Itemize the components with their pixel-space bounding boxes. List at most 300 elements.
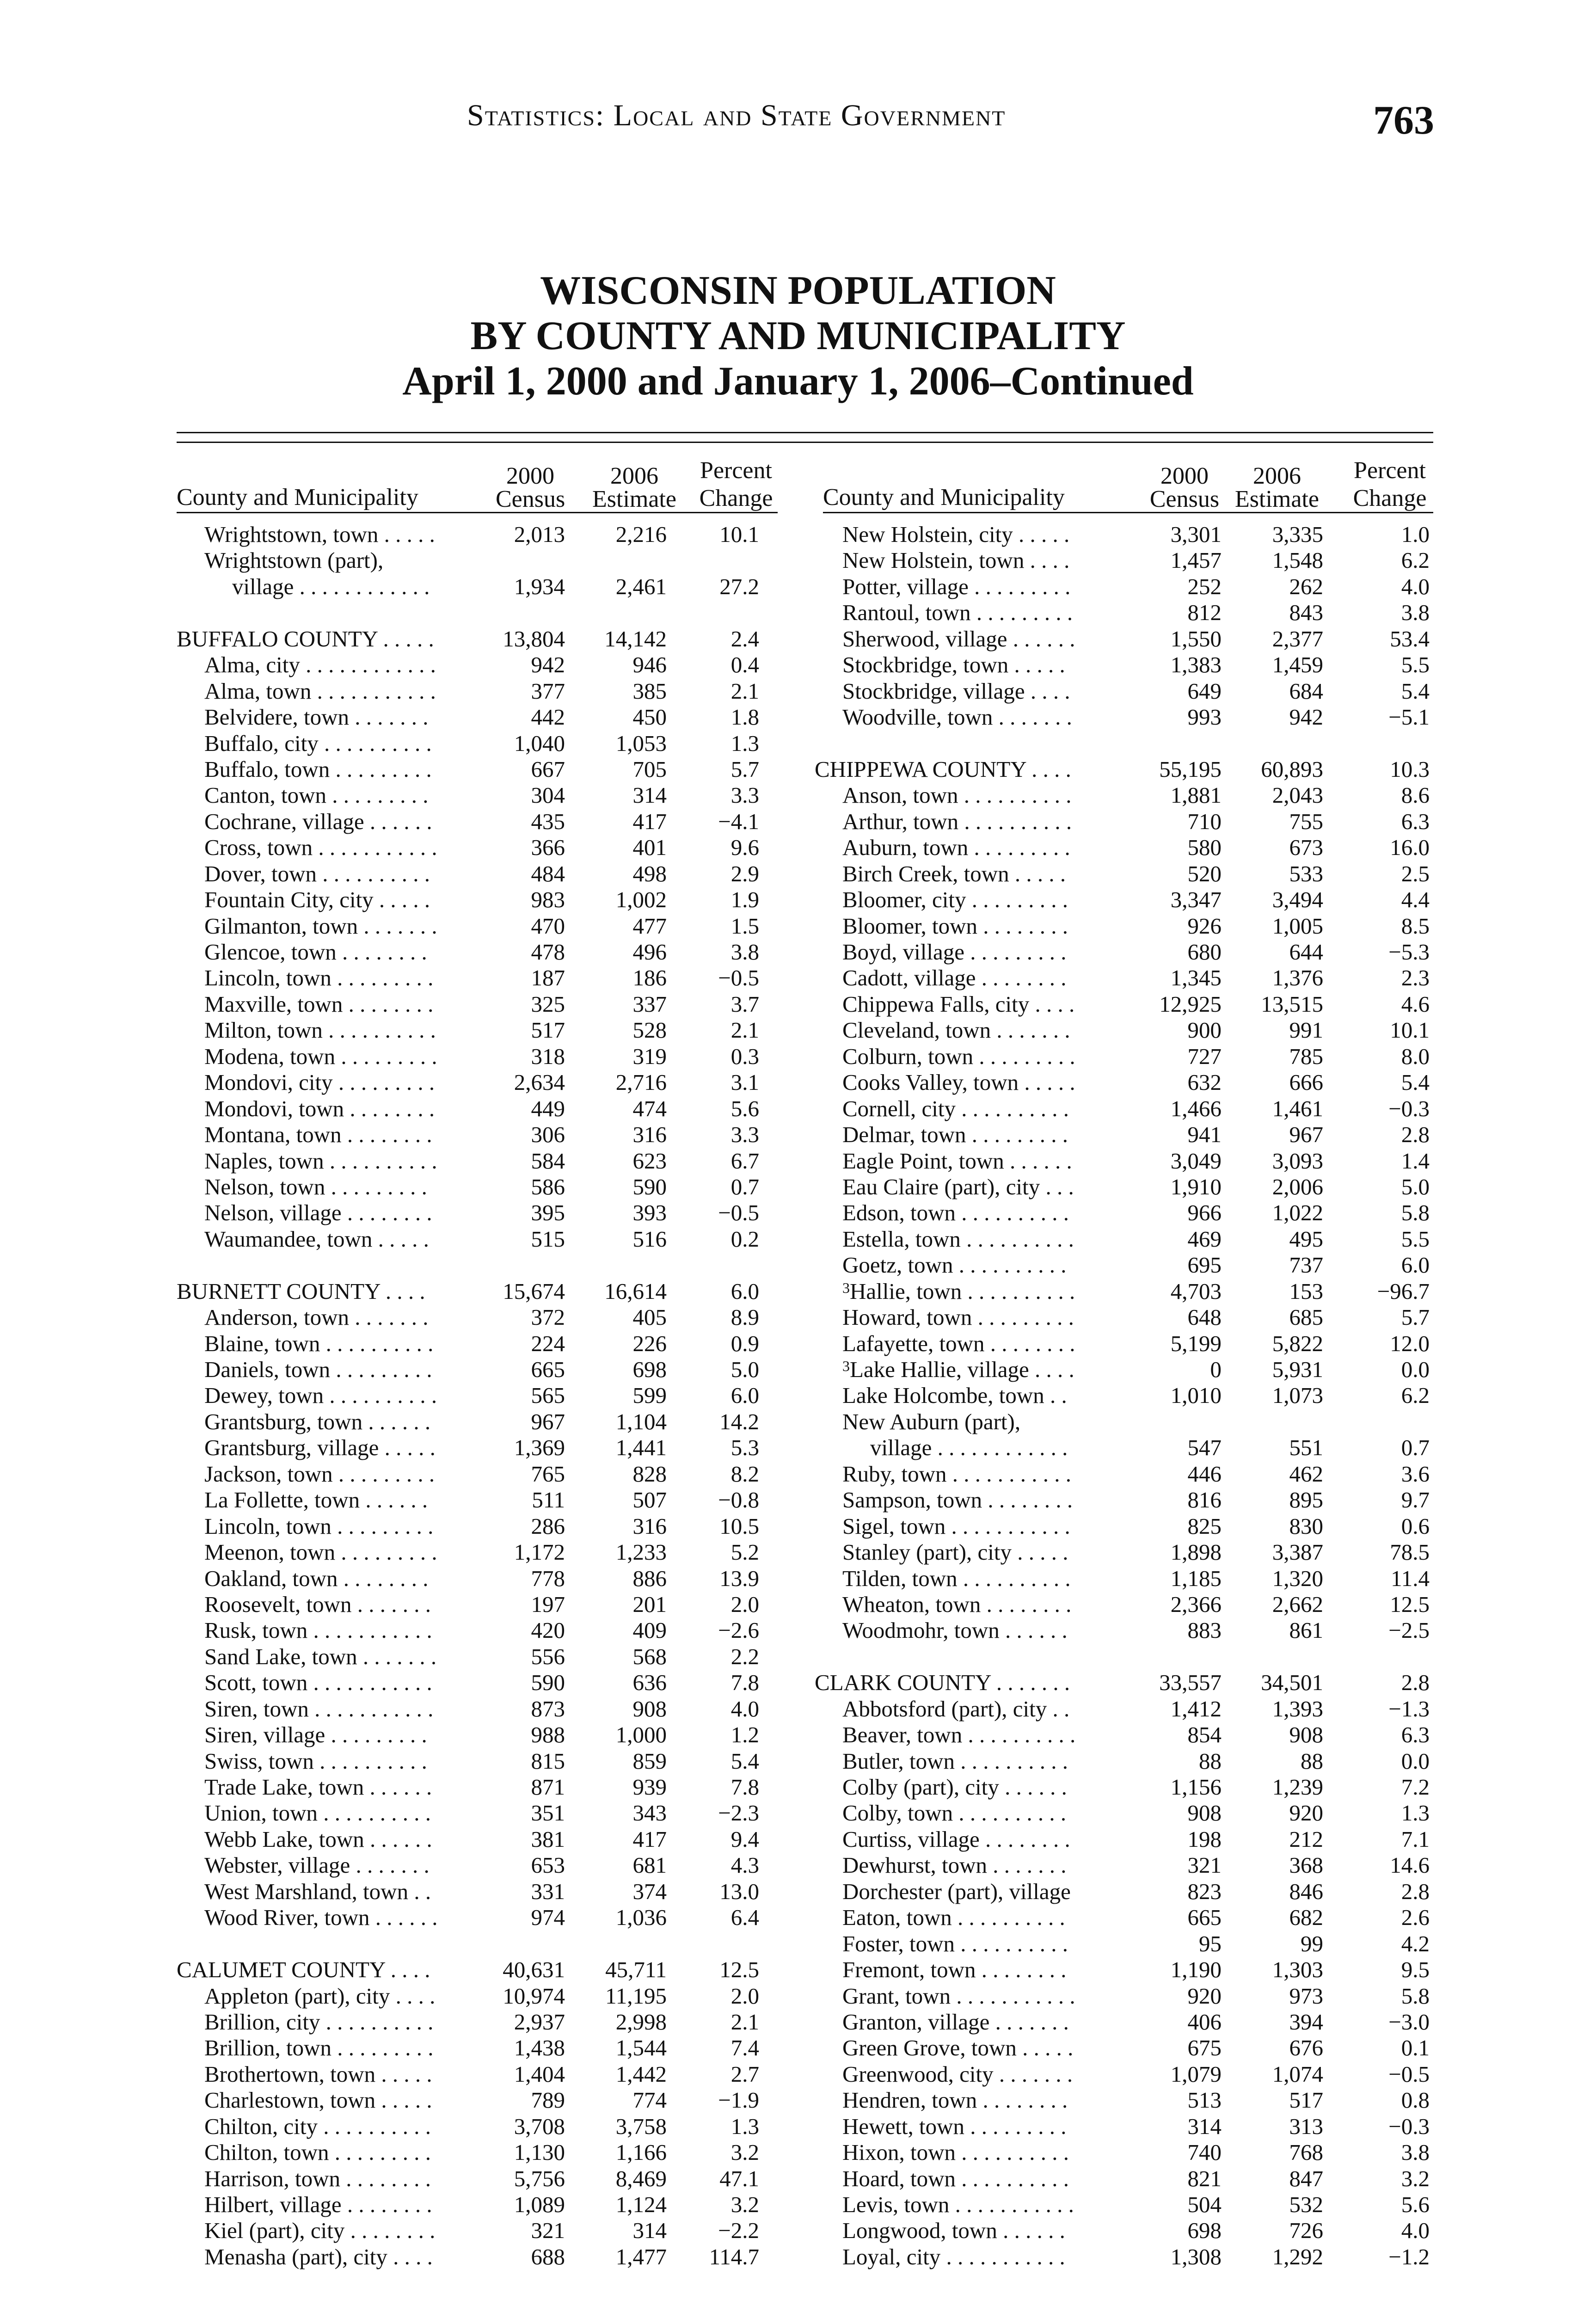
percent-change: 14.6 <box>1390 1852 1430 1878</box>
percent-change: −2.5 <box>1388 1617 1430 1643</box>
table-row <box>177 1435 778 1461</box>
percent-change: 6.0 <box>730 1383 759 1408</box>
row-name <box>815 1983 1138 2009</box>
estimate-2006: 1,036 <box>615 1905 667 1931</box>
row-name-text: Hallie, town . . . . . . . . . . <box>850 1278 1075 1304</box>
estimate-2006: 34,501 <box>1261 1670 1323 1696</box>
census-2000: 812 <box>1187 600 1222 626</box>
row-name <box>177 1409 491 1435</box>
row-name-text: Mondovi, town . . . . . . . . <box>204 1095 435 1121</box>
percent-change: 8.5 <box>1401 913 1430 939</box>
percent-change: 3.2 <box>1401 2165 1430 2191</box>
percent-change: 5.6 <box>730 1095 759 1121</box>
row-name-text: Wrightstown, town . . . . . <box>204 522 435 547</box>
census-2000: 517 <box>531 1017 565 1043</box>
percent-change: 3.3 <box>730 782 759 808</box>
census-2000: 198 <box>1187 1826 1222 1852</box>
row-name <box>177 1096 491 1122</box>
row-name <box>815 1096 1138 1122</box>
estimate-2006: 14,142 <box>604 626 667 652</box>
table-row <box>177 704 778 730</box>
row-name-text: Eaton, town . . . . . . . . . . <box>842 1905 1065 1931</box>
row-name-text: Wrightstown (part), <box>204 547 384 573</box>
table-row <box>177 547 778 573</box>
table-row <box>177 1983 778 2009</box>
row-name <box>815 1304 1138 1330</box>
estimate-2006: 847 <box>1289 2165 1323 2191</box>
row-name-text: Kiel (part), city . . . . . . . . <box>204 2218 436 2244</box>
row-name-text: Hendren, town . . . . . . . . <box>842 2087 1068 2113</box>
census-2000: 688 <box>531 2244 565 2269</box>
row-name-text: Siren, village . . . . . . . . . <box>204 1722 427 1748</box>
row-name-text: Longwood, town . . . . . . <box>842 2218 1065 2244</box>
table-row <box>177 2192 778 2218</box>
percent-change: 0.3 <box>730 1043 759 1069</box>
census-2000: 740 <box>1187 2140 1222 2165</box>
estimate-2006: 153 <box>1289 1278 1323 1304</box>
row-name-text: Colburn, town . . . . . . . . . <box>842 1043 1075 1069</box>
census-2000: 1,934 <box>514 573 565 599</box>
census-2000: 1,089 <box>514 2192 565 2217</box>
census-2000: 586 <box>531 1174 565 1199</box>
census-2000: 1,010 <box>1170 1383 1222 1408</box>
row-name <box>815 1122 1138 1148</box>
estimate-2006: 1,022 <box>1272 1200 1323 1226</box>
table-row <box>177 1279 778 1304</box>
estimate-2006: 590 <box>632 1174 667 1199</box>
census-2000: 942 <box>531 652 565 678</box>
row-name-text: Estella, town . . . . . . . . . . <box>842 1226 1074 1252</box>
estimate-2006: 13,515 <box>1261 991 1323 1017</box>
table-row <box>177 1774 778 1800</box>
table-row <box>815 1070 1433 1095</box>
census-2000: 727 <box>1187 1043 1222 1069</box>
row-name-text: Eagle Point, town . . . . . . <box>842 1148 1072 1174</box>
row-name-text: Brillion, town . . . . . . . . . <box>204 2035 434 2061</box>
row-name <box>815 1487 1138 1513</box>
row-name <box>815 574 1138 600</box>
row-name <box>815 756 1111 782</box>
percent-change: 16.0 <box>1390 835 1430 861</box>
estimate-2006: 1,233 <box>615 1539 667 1565</box>
row-name <box>177 522 491 547</box>
row-name-text: Waumandee, town . . . . . <box>204 1226 429 1252</box>
table-row <box>815 835 1433 861</box>
row-name-text: Lafayette, town . . . . . . . . <box>842 1330 1075 1356</box>
row-name <box>177 1905 491 1931</box>
table-row <box>815 1826 1433 1852</box>
percent-change: 7.8 <box>730 1670 759 1696</box>
percent-change: −1.9 <box>718 2087 759 2113</box>
table-row <box>177 600 778 626</box>
percent-change: 9.4 <box>730 1826 759 1852</box>
table-row <box>815 1983 1433 2009</box>
estimate-2006: 1,477 <box>615 2244 667 2269</box>
row-name-text: Webb Lake, town . . . . . . <box>204 1826 432 1852</box>
table-row <box>177 1879 778 1905</box>
row-name-text: Grantsburg, town . . . . . . <box>204 1408 431 1434</box>
row-name-text: Scott, town . . . . . . . . . . . <box>204 1670 432 1696</box>
census-2000: 823 <box>1187 1878 1222 1904</box>
row-name-text: Milton, town . . . . . . . . . . <box>204 1017 436 1043</box>
percent-change: 0.0 <box>1401 1748 1430 1774</box>
table-row <box>815 965 1433 991</box>
row-name-text: Hixon, town . . . . . . . . . . <box>842 2140 1069 2165</box>
census-2000: 5,756 <box>514 2165 565 2191</box>
table-row <box>177 1617 778 1643</box>
estimate-2006: 99 <box>1301 1931 1323 1956</box>
row-name <box>815 1357 1138 1383</box>
left-column <box>177 458 778 2270</box>
estimate-2006: 768 <box>1289 2140 1323 2165</box>
table-row <box>815 2114 1433 2140</box>
table-row <box>815 2218 1433 2244</box>
row-name <box>177 1748 491 1774</box>
percent-change: 1.3 <box>730 730 759 756</box>
estimate-2006: 477 <box>632 913 667 939</box>
row-name-text: Abbotsford (part), city . . <box>842 1696 1070 1722</box>
estimate-2006: 551 <box>1289 1435 1323 1461</box>
percent-change: 1.4 <box>1401 1148 1430 1174</box>
row-name <box>177 756 491 782</box>
table-row <box>815 809 1433 835</box>
row-name <box>177 2218 491 2244</box>
estimate-2006: 262 <box>1289 573 1323 599</box>
table-row <box>177 1070 778 1095</box>
table-row <box>177 1592 778 1617</box>
census-2000: 1,404 <box>514 2061 565 2087</box>
percent-change: 0.8 <box>1401 2087 1430 2113</box>
row-name <box>815 1174 1138 1200</box>
census-2000: 675 <box>1187 2035 1222 2061</box>
percent-change: 4.0 <box>1401 573 1430 599</box>
table-row <box>177 1905 778 1931</box>
percent-change: 5.4 <box>730 1748 759 1774</box>
row-name <box>815 1748 1138 1774</box>
census-2000: 1,369 <box>514 1435 565 1461</box>
right-column <box>815 458 1433 2270</box>
census-2000: 3,708 <box>514 2113 565 2139</box>
percent-change: 3.6 <box>1401 1461 1430 1487</box>
census-2000: 765 <box>531 1461 565 1487</box>
row-name <box>177 2192 491 2218</box>
percent-change: 13.0 <box>719 1878 759 1904</box>
census-2000: 442 <box>531 704 565 730</box>
table-row <box>177 2140 778 2165</box>
row-name <box>177 1826 491 1852</box>
estimate-2006: 1,000 <box>615 1722 667 1748</box>
title-line-2: BY COUNTY AND MUNICIPALITY <box>470 314 1126 358</box>
row-name <box>177 1017 491 1043</box>
census-2000: 665 <box>1187 1905 1222 1931</box>
estimate-2006: 3,387 <box>1272 1539 1323 1565</box>
census-2000: 513 <box>1187 2087 1222 2113</box>
percent-change: 3.2 <box>730 2192 759 2217</box>
row-name-text: Howard, town . . . . . . . . . <box>842 1304 1074 1330</box>
estimate-2006: 226 <box>632 1330 667 1356</box>
percent-change: −4.1 <box>718 808 759 834</box>
row-name-text: Goetz, town . . . . . . . . . . <box>842 1252 1067 1278</box>
estimate-2006: 517 <box>1289 2087 1323 2113</box>
table-row <box>177 652 778 678</box>
percent-change: −1.3 <box>1388 1696 1430 1722</box>
percent-change: 2.0 <box>730 1591 759 1617</box>
row-name <box>815 1383 1138 1408</box>
row-name-text: Anson, town . . . . . . . . . . <box>842 782 1072 808</box>
row-name <box>815 2192 1138 2218</box>
estimate-2006: 405 <box>632 1304 667 1330</box>
census-2000: 1,466 <box>1170 1095 1222 1121</box>
census-2000: 1,172 <box>514 1539 565 1565</box>
census-2000: 556 <box>531 1643 565 1669</box>
estimate-2006: 1,166 <box>615 2140 667 2165</box>
row-name-text: Woodmohr, town . . . . . . <box>842 1617 1068 1643</box>
row-name-text: Bloomer, town . . . . . . . . <box>842 913 1068 939</box>
percent-change: 5.6 <box>1401 2192 1430 2217</box>
percent-change: 2.0 <box>730 1983 759 2009</box>
percent-change: 0.2 <box>730 1226 759 1252</box>
census-2000: 1,308 <box>1170 2244 1222 2269</box>
row-name <box>177 2061 491 2087</box>
row-name <box>815 1070 1138 1095</box>
row-name <box>177 1357 491 1383</box>
percent-change: 3.8 <box>1401 2140 1430 2165</box>
table-row <box>177 1931 778 1957</box>
estimate-2006: 5,822 <box>1272 1330 1323 1356</box>
percent-change: 2.3 <box>1401 965 1430 991</box>
percent-change: 1.9 <box>730 887 759 913</box>
table-row <box>815 2192 1433 2218</box>
table-row <box>177 1800 778 1826</box>
estimate-2006: 417 <box>632 808 667 834</box>
row-name-text: Butler, town . . . . . . . . . . <box>842 1748 1068 1774</box>
percent-change: 14.2 <box>719 1408 759 1434</box>
census-2000: 314 <box>1187 2113 1222 2139</box>
census-2000: 10,974 <box>503 1983 565 2009</box>
table-row <box>815 1852 1433 1878</box>
percent-change: 3.8 <box>730 939 759 965</box>
row-name <box>815 547 1138 573</box>
census-2000: 446 <box>1187 1461 1222 1487</box>
percent-change: 3.2 <box>730 2140 759 2165</box>
table-row <box>815 1226 1433 1252</box>
table-row <box>815 1957 1433 1983</box>
row-name-text: Alma, town . . . . . . . . . . . <box>204 678 436 704</box>
percent-change: 3.3 <box>730 1122 759 1148</box>
row-name-text: Buffalo, town . . . . . . . . . <box>204 756 432 782</box>
estimate-2006: 666 <box>1289 1070 1323 1095</box>
table-row <box>815 626 1433 652</box>
percent-change: 2.9 <box>730 861 759 886</box>
row-name-text: CLARK COUNTY . . . . . . . <box>815 1670 1070 1696</box>
row-name-text: Lake Holcombe, town . . <box>842 1383 1067 1408</box>
row-name <box>815 1435 1166 1461</box>
row-name-text: Foster, town . . . . . . . . . . <box>842 1931 1068 1956</box>
table-row <box>177 1539 778 1565</box>
percent-change: 0.7 <box>730 1174 759 1199</box>
row-name <box>815 1252 1138 1278</box>
percent-change: 0.7 <box>1401 1435 1430 1461</box>
row-name <box>815 991 1138 1017</box>
percent-change: 5.5 <box>1401 1226 1430 1252</box>
row-name <box>177 704 491 730</box>
row-name-text: Grantsburg, village . . . . . <box>204 1435 436 1461</box>
row-name <box>815 1331 1138 1357</box>
estimate-2006: 1,292 <box>1272 2244 1323 2269</box>
row-name <box>177 1461 491 1487</box>
row-name-text: village . . . . . . . . . . . . <box>232 573 430 599</box>
header-estimate: Estimate <box>592 486 676 512</box>
row-name <box>177 1983 491 2009</box>
census-2000: 469 <box>1187 1226 1222 1252</box>
estimate-2006: 1,376 <box>1272 965 1323 991</box>
estimate-2006: 374 <box>632 1878 667 1904</box>
row-name-text: Harrison, town . . . . . . . . <box>204 2165 431 2191</box>
table-title <box>0 268 1596 404</box>
census-2000: 1,156 <box>1170 1774 1222 1800</box>
census-2000: 941 <box>1187 1122 1222 1148</box>
estimate-2006: 385 <box>632 678 667 704</box>
table-row <box>177 2035 778 2061</box>
percent-change: −5.1 <box>1388 704 1430 730</box>
estimate-2006: 3,758 <box>615 2113 667 2139</box>
row-name <box>177 1722 491 1748</box>
estimate-2006: 1,124 <box>615 2192 667 2217</box>
table-row <box>177 1644 778 1670</box>
census-2000: 406 <box>1187 2009 1222 2035</box>
row-name-text: Hewett, town . . . . . . . . . <box>842 2113 1067 2139</box>
row-name-text: Ruby, town . . . . . . . . . . . <box>842 1461 1072 1487</box>
row-name <box>177 1435 491 1461</box>
estimate-2006: 920 <box>1289 1800 1323 1826</box>
estimate-2006: 528 <box>632 1017 667 1043</box>
table-row <box>177 756 778 782</box>
table-row <box>815 2244 1433 2270</box>
estimate-2006: 973 <box>1289 1983 1323 2009</box>
percent-change: 10.5 <box>719 1513 759 1539</box>
table-row <box>177 965 778 991</box>
row-name-text: Oakland, town . . . . . . . . <box>204 1565 429 1591</box>
row-name-text: Colby, town . . . . . . . . . . <box>842 1800 1067 1826</box>
row-name <box>815 1148 1138 1174</box>
estimate-2006: 908 <box>632 1696 667 1722</box>
census-2000: 993 <box>1187 704 1222 730</box>
estimate-2006: 939 <box>632 1774 667 1800</box>
census-2000: 1,550 <box>1170 626 1222 652</box>
table-row <box>815 1774 1433 1800</box>
row-name-text: Buffalo, city . . . . . . . . . . <box>204 730 432 756</box>
row-name-text: Dover, town . . . . . . . . . . <box>204 861 430 886</box>
row-name-text: Alma, city . . . . . . . . . . . . <box>204 652 436 678</box>
census-2000: 5,199 <box>1170 1330 1222 1356</box>
row-name-text: Sand Lake, town . . . . . . . <box>204 1643 437 1669</box>
table-row <box>177 1852 778 1878</box>
row-name-text: Brillion, city . . . . . . . . . . <box>204 2009 434 2035</box>
estimate-2006: 1,104 <box>615 1408 667 1434</box>
census-2000: 0 <box>1210 1357 1222 1382</box>
page-number: 763 <box>1373 98 1434 143</box>
table-row <box>815 1748 1433 1774</box>
table-row <box>177 2166 778 2192</box>
row-name <box>177 782 491 808</box>
estimate-2006: 2,216 <box>615 522 667 547</box>
census-2000: 520 <box>1187 861 1222 886</box>
row-name <box>815 1513 1138 1539</box>
row-name <box>815 861 1138 887</box>
percent-change: 6.7 <box>730 1148 759 1174</box>
row-name <box>815 1017 1138 1043</box>
census-2000: 13,804 <box>503 626 565 652</box>
row-name <box>815 782 1138 808</box>
estimate-2006: 673 <box>1289 835 1323 861</box>
table-row <box>815 939 1433 965</box>
row-name-text: Belvidere, town . . . . . . . <box>204 704 429 730</box>
percent-change: 0.9 <box>730 1330 759 1356</box>
percent-change: −2.3 <box>718 1800 759 1826</box>
row-name <box>177 887 491 913</box>
row-name <box>177 1070 491 1095</box>
table-row <box>177 1383 778 1408</box>
percent-change: 2.2 <box>730 1643 759 1669</box>
table-row <box>815 1461 1433 1487</box>
table-row <box>815 2166 1433 2192</box>
estimate-2006: 644 <box>1289 939 1323 965</box>
table-row <box>177 2218 778 2244</box>
percent-change: 6.0 <box>730 1278 759 1304</box>
estimate-2006: 2,377 <box>1272 626 1323 652</box>
percent-change: 5.5 <box>1401 652 1430 678</box>
estimate-2006: 2,461 <box>615 573 667 599</box>
row-name <box>815 2140 1138 2165</box>
row-name <box>815 2166 1138 2192</box>
percent-change: 27.2 <box>719 573 759 599</box>
census-2000: 816 <box>1187 1487 1222 1513</box>
estimate-2006: 337 <box>632 991 667 1017</box>
row-name <box>177 2035 491 2061</box>
row-name <box>177 1592 491 1617</box>
table-row <box>177 1409 778 1435</box>
row-name-text: Boyd, village . . . . . . . . . <box>842 939 1067 965</box>
row-name-text: Chilton, city . . . . . . . . . . <box>204 2113 431 2139</box>
estimate-2006: 886 <box>632 1565 667 1591</box>
table-row <box>177 1200 778 1226</box>
row-name-text: Levis, town . . . . . . . . . . . <box>842 2192 1074 2217</box>
row-name-text: New Auburn (part), <box>842 1408 1021 1434</box>
census-2000: 680 <box>1187 939 1222 965</box>
row-name <box>177 1852 491 1878</box>
footnote-marker: 3 <box>842 1358 850 1374</box>
row-name <box>177 913 491 939</box>
census-2000: 665 <box>531 1357 565 1382</box>
table-row <box>815 1722 1433 1748</box>
row-name <box>177 1331 491 1357</box>
running-title: Statistics: Local and State Government <box>467 98 1006 132</box>
percent-change: 78.5 <box>1390 1539 1430 1565</box>
percent-change: −0.3 <box>1388 2113 1430 2139</box>
table-row <box>177 2061 778 2087</box>
row-name-text: Gilmanton, town . . . . . . . <box>204 913 437 939</box>
row-name <box>815 1774 1138 1800</box>
row-name-text: BUFFALO COUNTY . . . . . <box>177 626 434 652</box>
row-name-text: Roosevelt, town . . . . . . . <box>204 1591 431 1617</box>
estimate-2006: 316 <box>632 1513 667 1539</box>
row-name <box>177 965 491 991</box>
header-rule <box>823 512 1433 513</box>
table-row <box>815 1931 1433 1957</box>
row-name <box>815 835 1138 861</box>
row-name-text: Hoard, town . . . . . . . . . . <box>842 2165 1069 2191</box>
census-2000: 395 <box>531 1200 565 1226</box>
